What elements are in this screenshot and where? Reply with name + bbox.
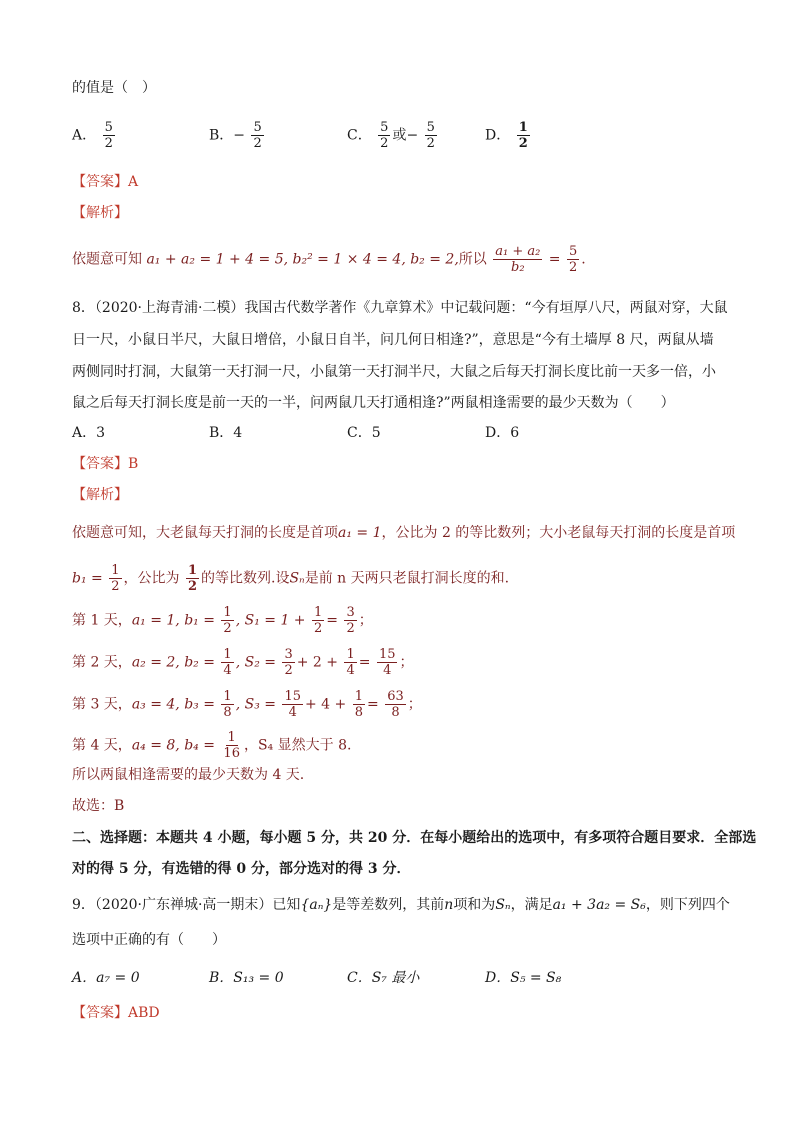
q8-solution-line-2: b₁ = $\frac{1}{2}$ ，公比为 $\frac{1}{2}$ 的等比数列.设Sₙ是前 n 天两只老鼠打洞长度的和.: [72, 563, 510, 594]
q9-stem-line-2: 选项中正确的有（ ）: [72, 932, 226, 948]
q8-analysis-label: 【解析】: [72, 487, 128, 503]
q8-day-4: 第 4 天，a₄ = 8, b₄ = $\frac{1}{16}$ ，S₄ 显然大于 8.: [72, 730, 352, 761]
q9-option-c[interactable]: C．S₇ 最小: [347, 970, 420, 986]
q8-conclusion: 所以两鼠相逢需要的最少天数为 4 天.: [72, 767, 305, 783]
q7-analysis-label: 【解析】: [72, 205, 128, 221]
section2-instructions-line-1: 二、选择题：本题共 4 小题，每小题 5 分，共 20 分．在每小题给出的选项中，有多项符合题目要求．全部选: [72, 830, 757, 846]
q8-stem-line-4: 鼠之后每天打洞长度是前一天的一半，问两鼠几天打通相逢?”两鼠相逢需要的最少天数为（ ）: [72, 395, 675, 411]
q8-stem-line-1: 8．（2020·上海青浦·二模）我国古代数学著作《九章算术》中记载问题：“今有垣厚八尺，两鼠对穿，大鼠: [72, 300, 728, 316]
q9-option-a[interactable]: A．a₇ = 0: [72, 970, 140, 986]
q7-analysis: 依题意可知 a₁ + a₂ = 1 + 4 = 5, b₂² = 1 × 4 = 4, b₂ = 2,所以 $\frac{\text{a₁ + a₂}}{\text{b₂}}$ = $\frac{5}{2}$ .: [72, 244, 586, 275]
q7-option-a[interactable]: A． $\frac{5}{2}$: [72, 120, 113, 151]
q8-option-b[interactable]: B．4: [209, 425, 243, 441]
q7-option-c[interactable]: C． $\frac{5}{2}$ 或− $\frac{5}{2}$: [347, 120, 435, 151]
q9-answer: 【答案】ABD: [72, 1005, 160, 1021]
q9-option-b[interactable]: B．S₁₃ = 0: [209, 970, 284, 986]
q8-option-a[interactable]: A．3: [72, 425, 106, 441]
q8-stem-line-3: 两侧同时打洞，大鼠第一天打洞一尺，小鼠第一天打洞半尺，大鼠之后每天打洞长度比前一天多一倍，小: [72, 364, 716, 380]
q9-option-d[interactable]: D．S₅ = S₈: [485, 970, 562, 986]
q7-answer: 【答案】A: [72, 174, 139, 190]
q8-option-d[interactable]: D．6: [485, 425, 520, 441]
q8-solution-line-1: 依题意可知，大老鼠每天打洞的长度是首项a₁ = 1，公比为 2 的等比数列；大小老鼠每天打洞的长度是首项: [72, 525, 736, 541]
q7-option-b[interactable]: B．− $\frac{5}{2}$: [209, 120, 262, 151]
q9-stem-line-1: 9．（2020·广东禅城·高一期末）已知{aₙ}是等差数列，其前n项和为Sₙ，满足a₁ + 3a₂ = S₆，则下列四个: [72, 897, 730, 913]
q8-answer: 【答案】B: [72, 456, 139, 472]
q7-stem-tail: 的值是（ ）: [72, 80, 156, 96]
q7-option-d[interactable]: D． $\frac{1}{2}$: [485, 120, 528, 151]
q8-stem-line-2: 日一尺，小鼠日半尺，大鼠日增倍，小鼠日自半，问几何日相逢?”，意思是“今有土墙厚 8 尺，两鼠从墙: [72, 332, 714, 348]
q8-day-2: 第 2 天，a₂ = 2, b₂ = $\frac{1}{4}$ , S₂ = $\frac{3}{2}$ + 2 + $\frac{1}{4}$ = $\frac{15}{4}$ ；: [72, 647, 414, 678]
q8-day-1: 第 1 天，a₁ = 1, b₁ = $\frac{1}{2}$ , S₁ = 1 + $\frac{1}{2}$ = $\frac{3}{2}$ ；: [72, 605, 373, 636]
q8-option-c[interactable]: C．5: [347, 425, 381, 441]
section2-instructions-line-2: 对的得 5 分，有选错的得 0 分，部分选对的得 3 分．: [72, 861, 411, 877]
q8-day-3: 第 3 天，a₃ = 4, b₃ = $\frac{1}{8}$ , S₃ = $\frac{15}{4}$ + 4 + $\frac{1}{8}$ = $\frac{63}{8}$ ；: [72, 689, 422, 720]
q8-choose: 故选：B: [72, 798, 125, 814]
